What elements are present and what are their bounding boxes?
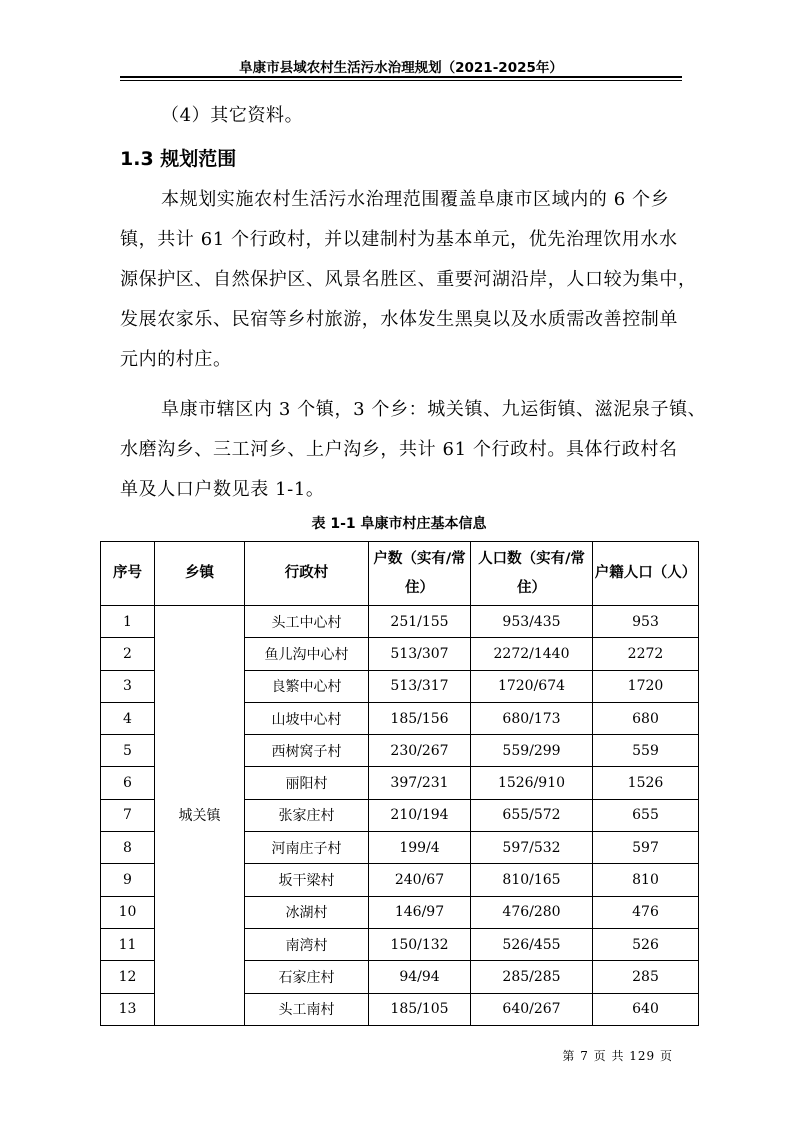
page-header-title: 阜康市县域农村生活污水治理规划（2021-2025年） <box>239 60 563 76</box>
village-info-table <box>100 541 699 1026</box>
paragraph-districts <box>120 390 707 510</box>
cell-registered: 640 <box>593 993 699 1025</box>
table-header-row <box>101 542 699 606</box>
cell-households: 513/317 <box>369 670 471 702</box>
cell-village: 山坡中心村 <box>245 702 369 734</box>
cell-population: 680/173 <box>471 702 593 734</box>
cell-population: 953/435 <box>471 606 593 638</box>
cell-households: 251/155 <box>369 606 471 638</box>
cell-registered: 655 <box>593 799 699 831</box>
cell-village: 良繁中心村 <box>245 670 369 702</box>
cell-households: 185/156 <box>369 702 471 734</box>
header-rule-thick <box>120 76 682 78</box>
cell-index: 3 <box>101 670 155 702</box>
cell-households: 397/231 <box>369 767 471 799</box>
paragraph-line: 本规划实施农村生活污水治理范围覆盖阜康市区域内的 6 个乡 <box>161 189 670 210</box>
cell-registered: 597 <box>593 832 699 864</box>
header-cell-households: 户数（实有/常住） <box>369 542 471 606</box>
header-cell-index: 序号 <box>101 542 155 606</box>
cell-index: 6 <box>101 767 155 799</box>
cell-registered: 810 <box>593 864 699 896</box>
cell-village: 头工中心村 <box>245 606 369 638</box>
cell-registered: 2272 <box>593 638 699 670</box>
cell-population: 476/280 <box>471 896 593 928</box>
cell-population: 526/455 <box>471 928 593 960</box>
cell-village: 坂干梁村 <box>245 864 369 896</box>
cell-registered: 1720 <box>593 670 699 702</box>
cell-registered: 476 <box>593 896 699 928</box>
cell-index: 11 <box>101 928 155 960</box>
paragraph-line: 阜康市辖区内 3 个镇，3 个乡：城关镇、九运街镇、滋泥泉子镇、 <box>161 399 707 420</box>
paragraph-line: 元内的村庄。 <box>120 349 232 370</box>
cell-registered: 680 <box>593 702 699 734</box>
cell-village: 石家庄村 <box>245 961 369 993</box>
paragraph-line: 单及人口户数见表 1-1。 <box>120 479 325 500</box>
cell-index: 13 <box>101 993 155 1025</box>
page-number: 第 7 页 共 129 页 <box>562 1049 673 1063</box>
cell-index: 7 <box>101 799 155 831</box>
cell-index: 4 <box>101 702 155 734</box>
cell-population: 810/165 <box>471 864 593 896</box>
cell-registered: 526 <box>593 928 699 960</box>
cell-index: 2 <box>101 638 155 670</box>
cell-population: 559/299 <box>471 735 593 767</box>
cell-village: 河南庄子村 <box>245 832 369 864</box>
header-rule-thin <box>120 80 682 81</box>
header-cell-population: 人口数（实有/常住） <box>471 542 593 606</box>
cell-index: 10 <box>101 896 155 928</box>
paragraph-line: 水磨沟乡、三工河乡、上户沟乡，共计 61 个行政村。具体行政村名 <box>120 439 678 460</box>
cell-village: 南湾村 <box>245 928 369 960</box>
cell-population: 285/285 <box>471 961 593 993</box>
cell-population: 655/572 <box>471 799 593 831</box>
cell-registered: 953 <box>593 606 699 638</box>
cell-households: 513/307 <box>369 638 471 670</box>
cell-households: 185/105 <box>369 993 471 1025</box>
header-cell-registered: 户籍人口（人） <box>593 542 699 606</box>
cell-village: 冰湖村 <box>245 896 369 928</box>
cell-index: 12 <box>101 961 155 993</box>
table-caption: 表 1-1 阜康市村庄基本信息 <box>311 516 487 532</box>
cell-village: 西树窝子村 <box>245 735 369 767</box>
cell-index: 5 <box>101 735 155 767</box>
cell-households: 94/94 <box>369 961 471 993</box>
cell-households: 150/132 <box>369 928 471 960</box>
cell-index: 9 <box>101 864 155 896</box>
table-row <box>101 606 699 638</box>
table-body <box>101 606 699 1026</box>
cell-households: 230/267 <box>369 735 471 767</box>
section-heading: 1.3 规划范围 <box>120 148 237 170</box>
cell-households: 146/97 <box>369 896 471 928</box>
cell-registered: 285 <box>593 961 699 993</box>
header-cell-town: 乡镇 <box>155 542 245 606</box>
cell-village: 张家庄村 <box>245 799 369 831</box>
cell-households: 199/4 <box>369 832 471 864</box>
cell-population: 597/532 <box>471 832 593 864</box>
intro-paragraph <box>120 96 686 136</box>
cell-households: 210/194 <box>369 799 471 831</box>
header-cell-village: 行政村 <box>245 542 369 606</box>
cell-town: 城关镇 <box>155 606 245 1026</box>
cell-index: 8 <box>101 832 155 864</box>
cell-population: 1526/910 <box>471 767 593 799</box>
cell-village: 丽阳村 <box>245 767 369 799</box>
paragraph-line: 镇，共计 61 个行政村，并以建制村为基本单元，优先治理饮用水水 <box>120 229 678 250</box>
cell-village: 鱼儿沟中心村 <box>245 638 369 670</box>
cell-registered: 559 <box>593 735 699 767</box>
intro-line: （4）其它资料。 <box>161 105 304 126</box>
cell-population: 1720/674 <box>471 670 593 702</box>
paragraph-line: 发展农家乐、民宿等乡村旅游，水体发生黑臭以及水质需改善控制单 <box>120 309 678 330</box>
cell-village: 头工南村 <box>245 993 369 1025</box>
paragraph-scope <box>120 180 697 380</box>
cell-population: 640/267 <box>471 993 593 1025</box>
cell-households: 240/67 <box>369 864 471 896</box>
cell-registered: 1526 <box>593 767 699 799</box>
cell-population: 2272/1440 <box>471 638 593 670</box>
paragraph-line: 源保护区、自然保护区、风景名胜区、重要河湖沿岸，人口较为集中， <box>120 269 697 290</box>
cell-index: 1 <box>101 606 155 638</box>
